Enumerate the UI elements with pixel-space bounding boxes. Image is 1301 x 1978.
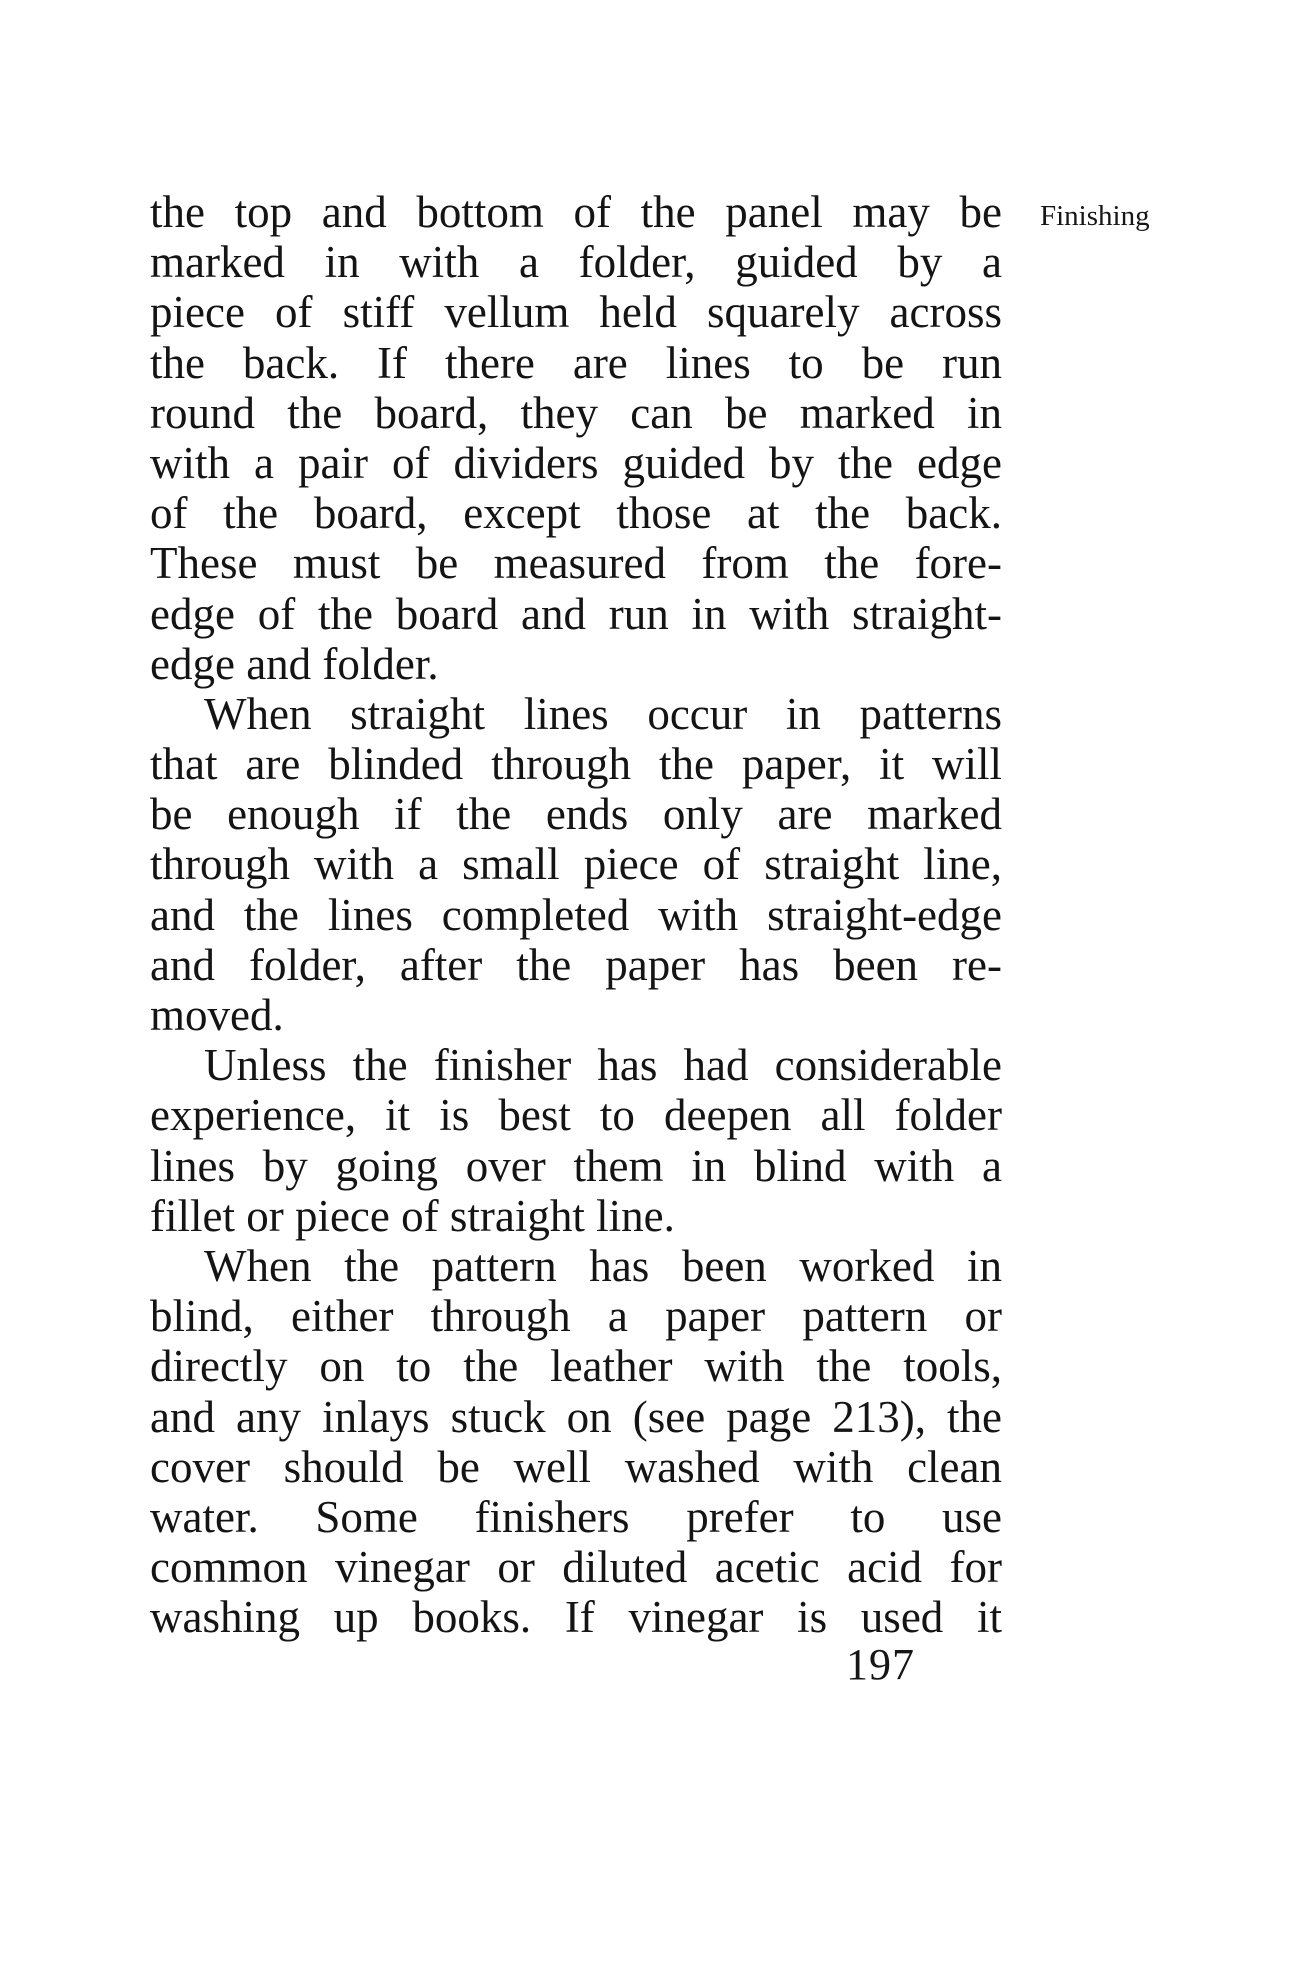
text-line: that are blinded through the paper, it will [150, 739, 1002, 790]
text-line: piece of stiff vellum held squarely across [150, 287, 1002, 338]
body-text [150, 187, 1002, 1642]
margin-heading: Finishing [1040, 200, 1150, 232]
text-line: fillet or piece of straight line. [150, 1190, 675, 1241]
text-line: of the board, except those at the back. [150, 488, 1002, 539]
text-line: Unless the finisher has had considerable [204, 1040, 1002, 1091]
text-line: through with a small piece of straight line, [150, 839, 1002, 890]
text-line: edge of the board and run in with straight- [150, 588, 1002, 639]
text-line: and the lines completed with straight-edge [150, 889, 1002, 940]
text-line: and folder, after the paper has been re- [150, 939, 1002, 990]
text-line: directly on to the leather with the tools, [150, 1341, 1002, 1392]
text-line: moved. [150, 990, 284, 1040]
paragraph [150, 1241, 1002, 1643]
text-line: When the pattern has been worked in [204, 1240, 1002, 1291]
text-line: When straight lines occur in patterns [204, 688, 1002, 739]
paragraph [150, 187, 1002, 689]
text-line: washing up books. If vinegar is used it [150, 1592, 1002, 1643]
text-line: the top and bottom of the panel may be [150, 187, 1002, 237]
text-line: round the board, they can be marked in [150, 387, 1002, 438]
page-number: 197 [846, 1640, 915, 1689]
text-line: cover should be well washed with clean [150, 1441, 1002, 1492]
text-line: and any inlays stuck on (see page 213), the [150, 1391, 1002, 1442]
text-line: lines by going over them in blind with a [150, 1140, 1002, 1191]
text-line: blind, either through a paper pattern or [150, 1291, 1002, 1342]
text-line: These must be measured from the fore- [150, 538, 1002, 589]
text-line: be enough if the ends only are marked [150, 789, 1002, 840]
text-line: marked in with a folder, guided by a [150, 237, 1002, 288]
text-line: experience, it is best to deepen all folder [150, 1090, 1002, 1141]
text-line: the back. If there are lines to be run [150, 337, 1002, 388]
text-line: water. Some finishers prefer to use [150, 1491, 1002, 1542]
text-line: common vinegar or diluted acetic acid for [150, 1542, 1002, 1593]
text-line: edge and folder. [150, 638, 439, 689]
text-line: with a pair of dividers guided by the edge [150, 437, 1002, 488]
paragraph [150, 689, 1002, 1040]
paragraph [150, 1040, 1002, 1241]
